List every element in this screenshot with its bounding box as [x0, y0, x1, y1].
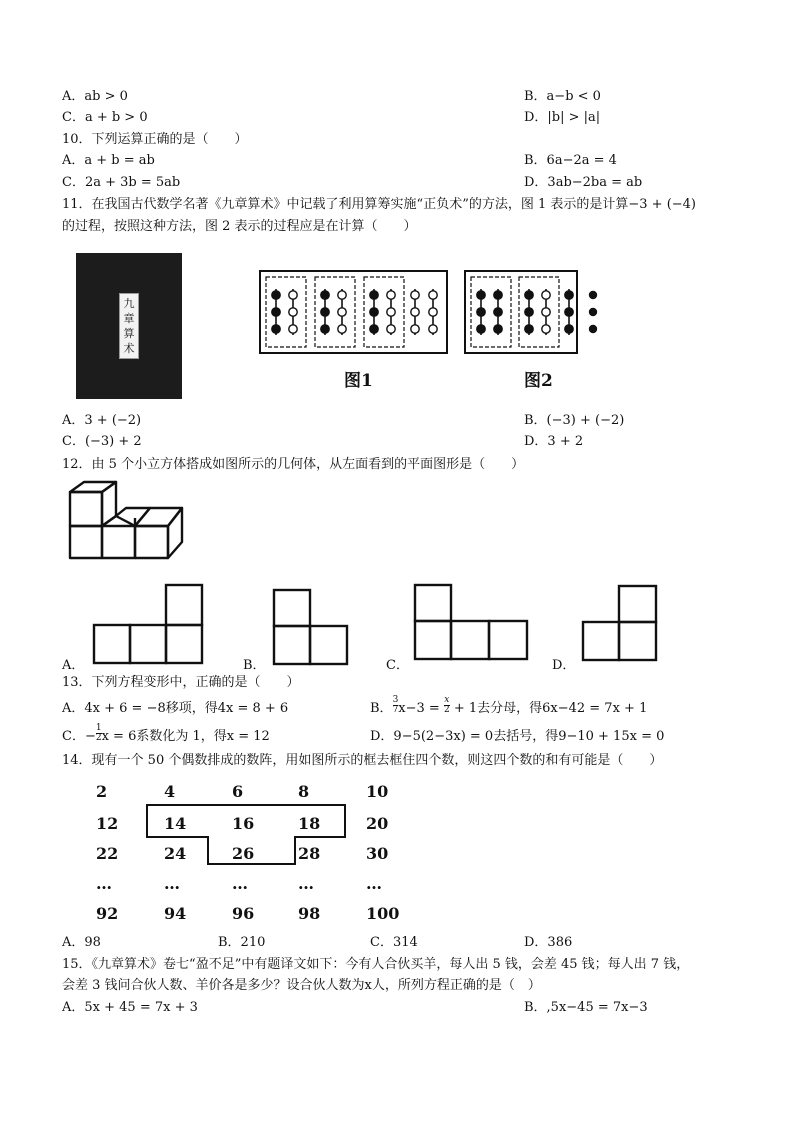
- q13-stem: 13．下列方程变形中，正确的是（ ）: [62, 675, 300, 690]
- rod-bead-filled: [272, 325, 280, 333]
- array-cell: …: [366, 874, 382, 893]
- array-cell: 14: [164, 814, 187, 833]
- array-cell: 22: [96, 844, 119, 863]
- array-cell: 100: [366, 904, 400, 923]
- q9-option-c: C．a + b > 0: [62, 110, 148, 125]
- rod-bead-filled: [321, 325, 329, 333]
- rod-bead-filled: [321, 291, 329, 299]
- rod-bead-hollow: [542, 291, 550, 299]
- side-dot: [589, 325, 597, 333]
- q14-option-a: A．98: [62, 935, 101, 950]
- q9-option-d: D．|b| > |a|: [524, 110, 601, 125]
- q10-option-b: B．6a−2a = 4: [524, 153, 617, 168]
- array-cell: 18: [298, 814, 321, 833]
- array-cell: …: [164, 874, 180, 893]
- q14-stem: 14．现有一个 50 个偶数排成的数阵，用如图所示的框去框住四个数，则这四个数的和有可能是（ ）: [62, 753, 663, 768]
- array-cell: …: [96, 874, 112, 893]
- q12-option-b-view: [272, 588, 352, 666]
- q14-option-b: B．210: [218, 935, 266, 950]
- rod-bead-hollow: [542, 308, 550, 316]
- q10-stem: 10．下列运算正确的是（ ）: [62, 132, 248, 147]
- q11-stem-line2: 的过程，按照这种方法，图 2 表示的过程应是在计算（ ）: [62, 219, 417, 234]
- array-cell: 2: [96, 782, 108, 801]
- q12-stem: 12．由 5 个小立方体搭成如图所示的几何体，从左面看到的平面图形是（ ）: [62, 457, 525, 472]
- q9-option-b: B．a−b < 0: [524, 89, 601, 104]
- rod-bead-filled: [525, 308, 533, 316]
- rod-bead-hollow: [289, 325, 297, 333]
- q13-option-a: A．4x + 6 = −8移项，得4x = 8 + 6: [62, 701, 289, 716]
- rod-bead-filled: [370, 308, 378, 316]
- rod-bead-hollow: [542, 325, 550, 333]
- q15-option-b: B．,5x−45 = 7x−3: [524, 1000, 648, 1015]
- q13-option-d: D．9−5(2−3x) = 0去括号，得9−10 + 15x = 0: [370, 729, 665, 744]
- rod-bead-hollow: [289, 291, 297, 299]
- q10-option-d: D．3ab−2ba = ab: [524, 175, 643, 190]
- rod-bead-filled: [565, 308, 573, 316]
- rod-bead-filled: [494, 325, 502, 333]
- array-cell: 24: [164, 844, 187, 863]
- array-cell: …: [298, 874, 314, 893]
- rod-bead-filled: [494, 308, 502, 316]
- rod-bead-hollow: [338, 325, 346, 333]
- fig1-label: 图1: [344, 371, 373, 391]
- rod-bead-hollow: [411, 325, 419, 333]
- rod-bead-filled: [477, 308, 485, 316]
- q15-option-a: A．5x + 45 = 7x + 3: [62, 1000, 198, 1015]
- q15-stem-line1: 15．《九章算术》卷七“盈不足”中有题译文如下：今有人合伙买羊，每人出 5 钱，会差 45 钱；每人出 7 钱，: [62, 957, 690, 972]
- rod-bead-hollow: [429, 291, 437, 299]
- fig2-label: 图2: [524, 371, 553, 391]
- array-cell: 10: [366, 782, 389, 801]
- rod-bead-filled: [565, 291, 573, 299]
- q14-option-d: D．386: [524, 935, 573, 950]
- rod-bead-hollow: [411, 291, 419, 299]
- rod-bead-filled: [272, 291, 280, 299]
- fig2-side-dots: [589, 291, 597, 333]
- rod-bead-filled: [477, 325, 485, 333]
- q12-option-b-label: B．: [243, 658, 266, 673]
- q10-option-a: A．a + b = ab: [62, 153, 155, 168]
- array-cell: 92: [96, 904, 119, 923]
- q9-option-a: A．ab > 0: [62, 89, 128, 104]
- array-cell: 28: [298, 844, 321, 863]
- q12-option-d-label: D．: [552, 658, 576, 673]
- array-cell: 30: [366, 844, 389, 863]
- rod-bead-filled: [272, 308, 280, 316]
- q11-option-d: D．3 + 2: [524, 434, 584, 449]
- q12-option-d-view: [581, 584, 661, 664]
- q12-option-a-label: A．: [62, 658, 85, 673]
- rod-bead-filled: [494, 291, 502, 299]
- q15-stem-line2: 会差 3 钱问合伙人数、羊价各是多少？设合伙人数为x人，所列方程正确的是（ ）: [62, 978, 541, 993]
- rod-bead-filled: [525, 325, 533, 333]
- rod-bead-filled: [525, 291, 533, 299]
- q11-option-a: A．3 + (−2): [62, 413, 142, 428]
- array-cell: 96: [232, 904, 255, 923]
- rod-bead-hollow: [387, 325, 395, 333]
- rod-bead-hollow: [338, 291, 346, 299]
- fraction-1-2: $\frac{1}{2}$: [95, 723, 102, 743]
- q12-option-c-label: C．: [386, 658, 409, 673]
- rod-bead-filled: [370, 291, 378, 299]
- q10-option-c: C．2a + 3b = 5ab: [62, 175, 181, 190]
- rod-bead-hollow: [429, 325, 437, 333]
- rod-bead-hollow: [387, 291, 395, 299]
- rod-bead-hollow: [289, 308, 297, 316]
- q12-option-a-view: [92, 583, 207, 665]
- q11-stem-line1: 11．在我国古代数学名著《九章算术》中记载了利用算筹实施“正负术”的方法，图 1 表示的是计算−3 + (−4): [62, 197, 696, 212]
- array-cell: 16: [232, 814, 255, 833]
- array-cell: 98: [298, 904, 321, 923]
- side-dot: [589, 291, 597, 299]
- array-cell: 8: [298, 782, 310, 801]
- cube-solid-figure: [66, 478, 191, 560]
- fraction-3-7: $\frac{3}{7}$: [392, 695, 399, 715]
- book-title-label: 九 章 算 术: [119, 293, 139, 359]
- q11-option-b: B．(−3) + (−2): [524, 413, 625, 428]
- rod-bead-hollow: [429, 308, 437, 316]
- q14-option-c: C．314: [370, 935, 418, 950]
- q13-option-c: C．− $\frac{1}{2}$ x = 6系数化为 1，得x = 12: [62, 723, 270, 744]
- fraction-x-2: $\frac{x}{2}$: [443, 695, 450, 715]
- rod-bead-filled: [370, 325, 378, 333]
- rod-bead-hollow: [338, 308, 346, 316]
- array-cell: 12: [96, 814, 119, 833]
- rod-bead-hollow: [387, 308, 395, 316]
- book-image: [76, 253, 182, 399]
- array-cell: 4: [164, 782, 176, 801]
- q12-option-c-view: [413, 583, 531, 663]
- side-dot: [589, 308, 597, 316]
- q13-option-b: B． $\frac{3}{7}$ x−3 = $\frac{x}{2}$ + 1去分母，得6x−42 = 7x + 1: [370, 695, 648, 716]
- rod-bead-filled: [565, 325, 573, 333]
- array-cell: 20: [366, 814, 389, 833]
- rod-bead-hollow: [411, 308, 419, 316]
- array-cell: 94: [164, 904, 187, 923]
- rod-bead-filled: [477, 291, 485, 299]
- rod-bead-filled: [321, 308, 329, 316]
- array-cell: …: [232, 874, 248, 893]
- even-number-array: [90, 782, 410, 932]
- array-cell: 6: [232, 782, 244, 801]
- q11-option-c: C．(−3) + 2: [62, 434, 142, 449]
- array-cell: 26: [232, 844, 255, 863]
